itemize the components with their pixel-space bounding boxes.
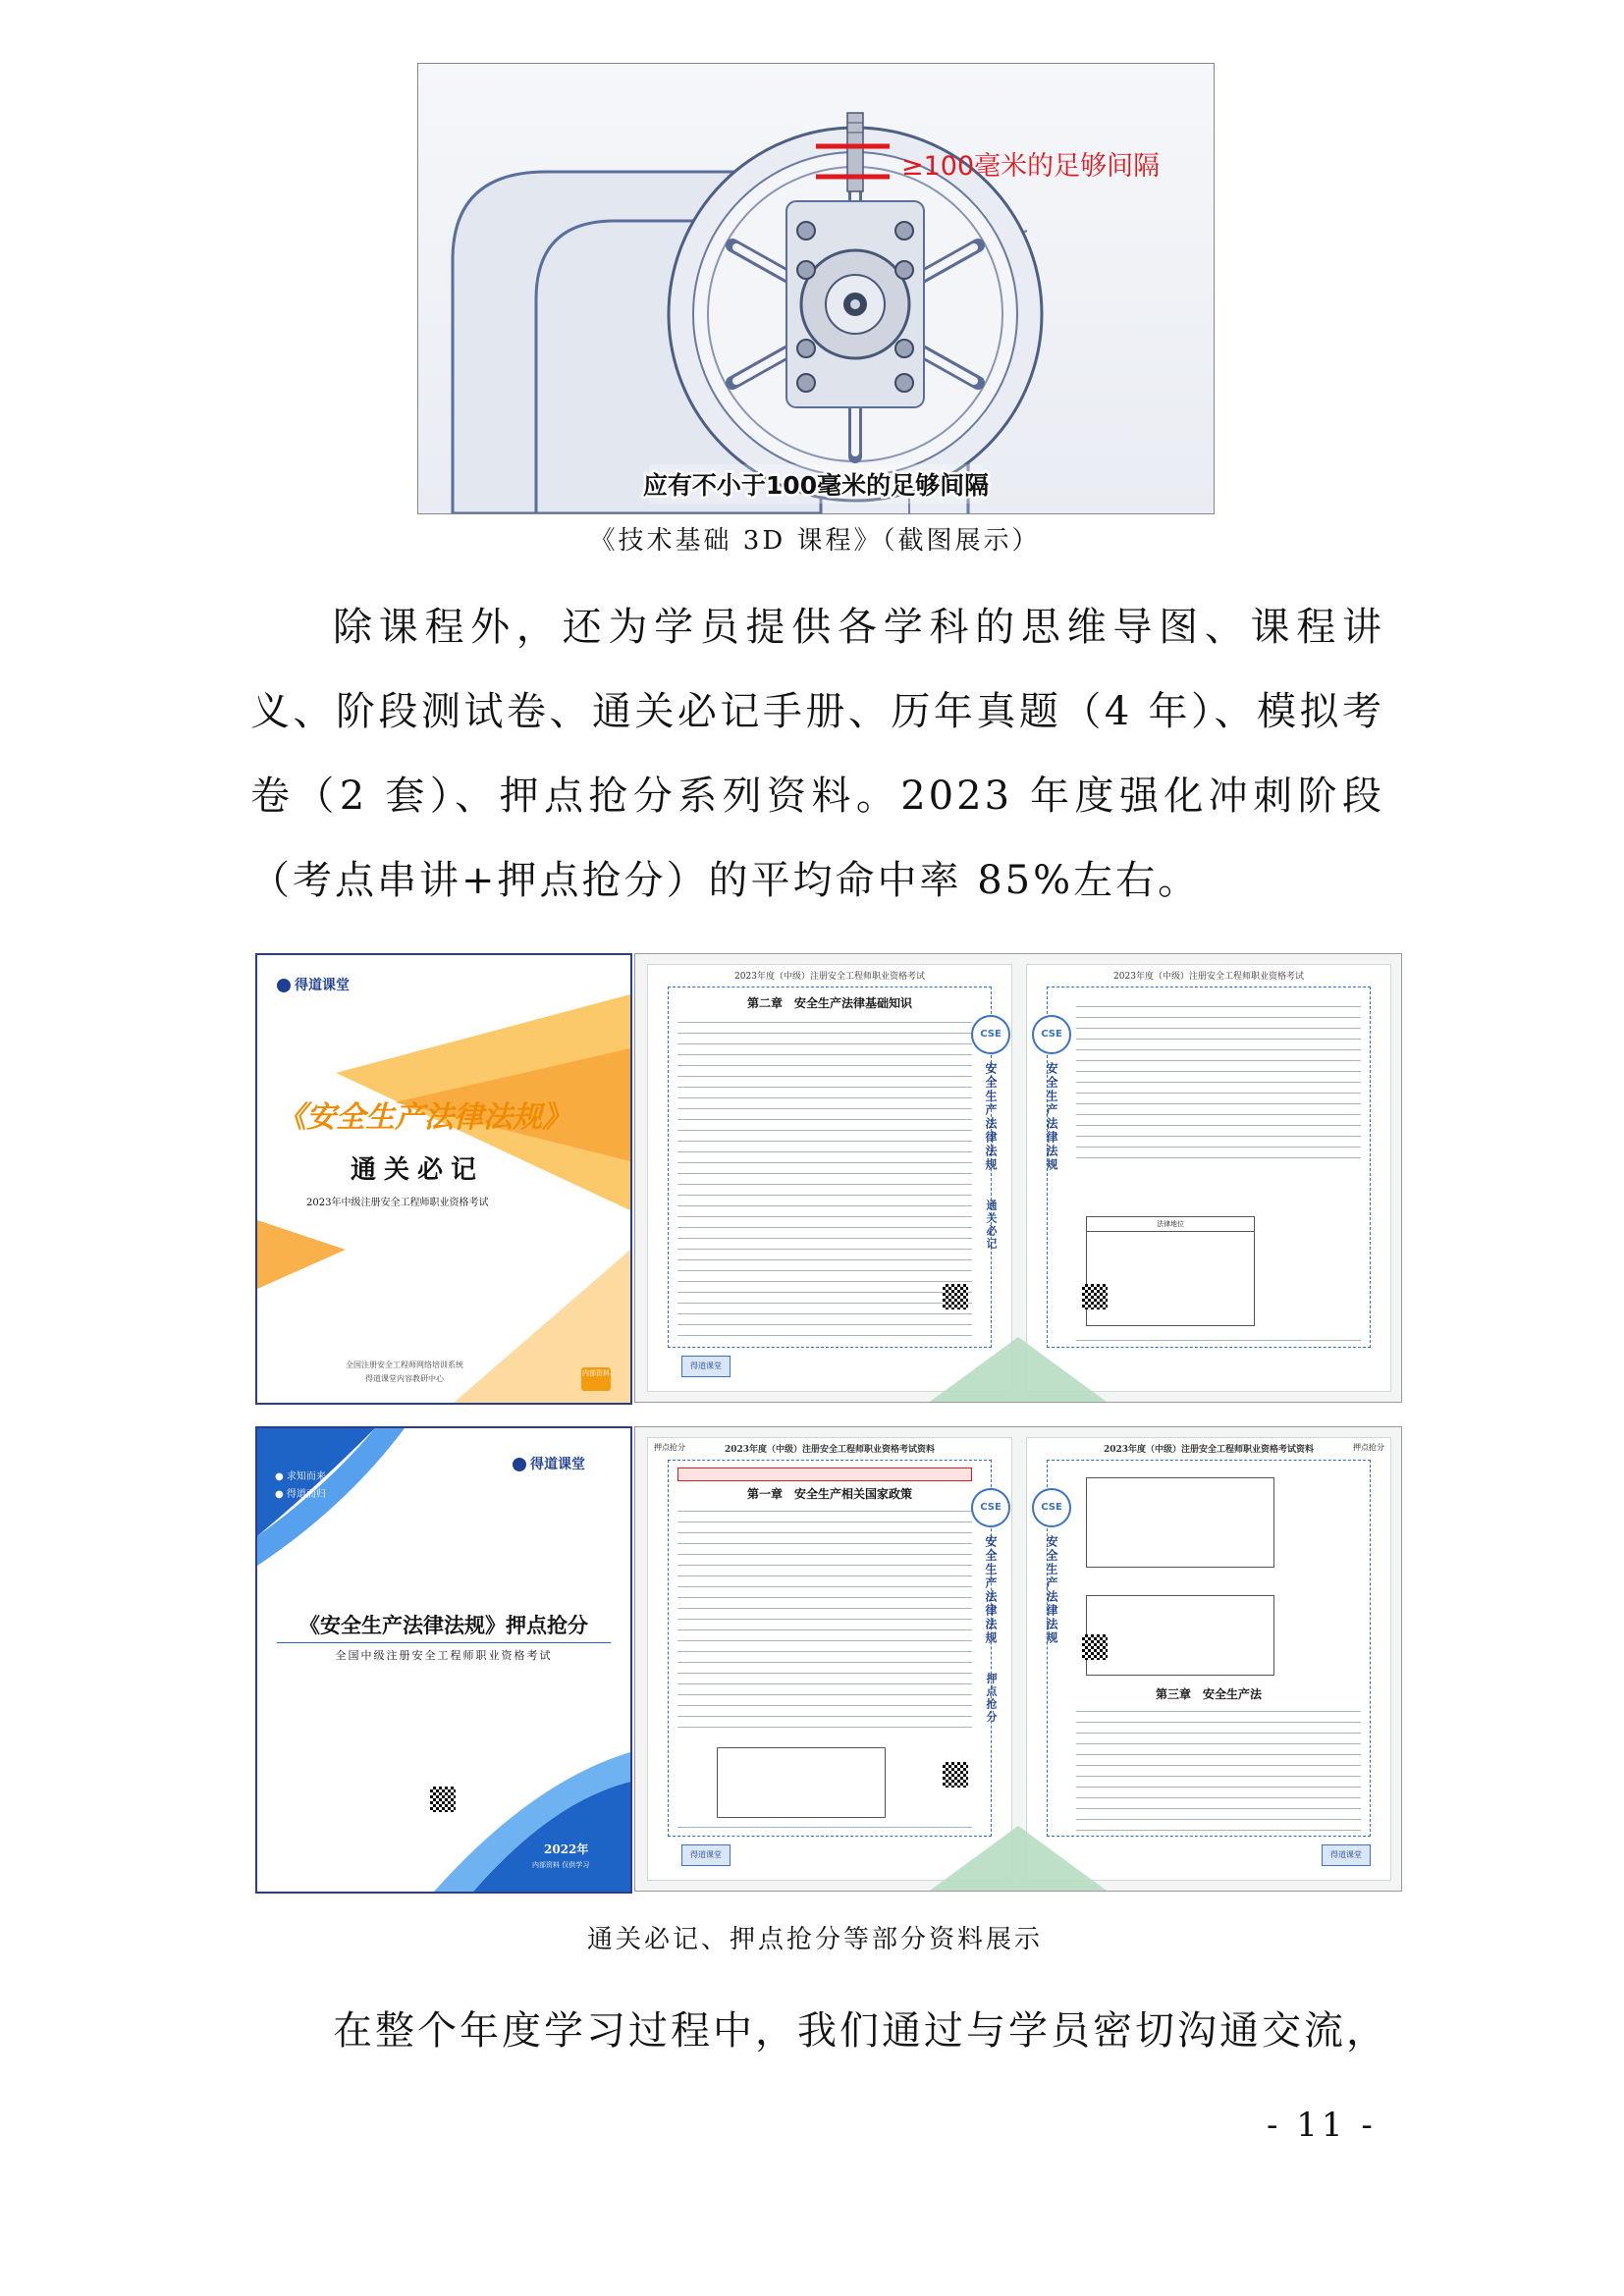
- text-lines: [1076, 1334, 1361, 1346]
- page-header: 2023年度（中级）注册安全工程师职业资格考试资料: [1103, 1445, 1315, 1455]
- qr-code-icon: [943, 1284, 968, 1309]
- course-3d-screenshot: [417, 63, 1215, 514]
- logo-icon: [513, 1458, 526, 1471]
- cover-title: 《安全生产法律法规》押点抢分: [299, 1613, 588, 1637]
- text-lines: [1076, 1705, 1361, 1833]
- page-header: 2023年度（中级）注册安全工程师职业资格考试资料: [724, 1445, 936, 1455]
- body-paragraph-2: 在整个年度学习过程中，我们通过与学员密切沟通交流，: [333, 2008, 1388, 2054]
- brand-logo: 得道课堂: [513, 1454, 585, 1473]
- side-label-right: 安全生产法律法规: [1045, 1535, 1058, 1645]
- red-notice-bar: [677, 1468, 972, 1481]
- cover-exam: 全国中级注册安全工程师职业资格考试: [277, 1642, 611, 1663]
- corner-label: 押点抢分: [654, 1443, 685, 1452]
- brand-logo: 得道课堂: [277, 975, 350, 994]
- side-label-left-sub: 通关必记: [985, 1200, 998, 1251]
- footer-tab: 得道课堂: [681, 1844, 731, 1866]
- spread-tongguan-biji: [634, 953, 1402, 1403]
- body-paragraph-1: 除课程外，还为学员提供各学科的思维导图、课程讲义、阶段测试卷、通关必记手册、历年真题（4 年）、模拟考卷（2 套）、押点抢分系列资料。2023 年度强化冲刺阶段（考点串讲+押点抢分）的平均命中率 85%左右。: [250, 605, 1384, 903]
- qr-code-icon: [1082, 1634, 1108, 1660]
- cover-yadian-qiangfen: [255, 1426, 632, 1894]
- cover-year: 2022年: [544, 1842, 589, 1856]
- page-header: 2023年度（中级）注册安全工程师职业资格考试: [1113, 972, 1304, 982]
- green-ribbon: [930, 1317, 1107, 1402]
- text-lines: [1076, 1000, 1361, 1165]
- green-ribbon: [930, 1806, 1107, 1891]
- page-header: 2023年度（中级）注册安全工程师职业资格考试: [734, 972, 925, 982]
- table-header: 法律地位: [1087, 1217, 1254, 1232]
- side-label-left-sub: 押点抢分: [985, 1673, 998, 1724]
- clearance-annotation: ≥100毫米的足够间隔: [901, 151, 1161, 182]
- cover-tongguan-biji: [255, 953, 632, 1405]
- cover-footer: 内部资料 仅供学习: [532, 1861, 590, 1869]
- figure1-caption: 《技术基础 3D 课程》（截图展示）: [589, 526, 1041, 556]
- cover-subtitle: 通关必记: [351, 1155, 485, 1185]
- cover-org1: 全国注册安全工程师网络培训系统: [346, 1361, 463, 1369]
- cse-badge-left: CSE: [971, 1015, 1010, 1054]
- side-label-right: 安全生产法律法规: [1045, 1062, 1058, 1172]
- footer-tab: 得道课堂: [1322, 1844, 1371, 1866]
- cover-exam: 2023年中级注册安全工程师职业资格考试: [306, 1198, 489, 1208]
- chapter-title: 第一章 安全生产相关国家政策: [746, 1487, 912, 1501]
- tag-seek: ● 求知而来: [275, 1471, 326, 1482]
- chapter-title: 第二章 安全生产法律基础知识: [746, 996, 912, 1010]
- corner-label: 押点抢分: [1353, 1443, 1384, 1452]
- qr-code-icon: [1082, 1284, 1108, 1309]
- summary-table: [717, 1747, 886, 1818]
- tag-gain: ● 得道而归: [275, 1489, 326, 1500]
- law-hierarchy-table: [1086, 1477, 1274, 1568]
- figure2-caption: 通关必记、押点抢分等部分资料展示: [586, 1925, 1043, 1954]
- text-lines: [677, 1821, 972, 1833]
- side-label-left: 安全生产法律法规: [984, 1062, 998, 1172]
- cse-badge-right: CSE: [1032, 1488, 1071, 1527]
- cover-org2: 得道课堂内容教研中心: [365, 1374, 444, 1383]
- spread-yadian-qiangfen: [634, 1426, 1402, 1892]
- side-label-left: 安全生产法律法规: [984, 1535, 998, 1645]
- chapter-title: 第三章 安全生产法: [1155, 1687, 1262, 1701]
- internal-badge: 内部资料: [581, 1367, 611, 1391]
- law-table: [1086, 1216, 1255, 1326]
- page-number: - 11 -: [1267, 2106, 1377, 2145]
- text-lines: [677, 1016, 972, 1336]
- text-lines: [677, 1505, 972, 1733]
- law-form-table: [1086, 1595, 1274, 1676]
- cse-badge-right: CSE: [1032, 1015, 1071, 1054]
- footer-tab: 得道课堂: [681, 1356, 731, 1377]
- qr-code-icon: [430, 1787, 456, 1812]
- cover-title: 《安全生产法律法规》: [277, 1100, 571, 1135]
- qr-code-icon: [943, 1762, 968, 1788]
- cse-badge-left: CSE: [971, 1488, 1010, 1527]
- video-subtitle: 应有不小于100毫米的足够间隔: [642, 471, 990, 500]
